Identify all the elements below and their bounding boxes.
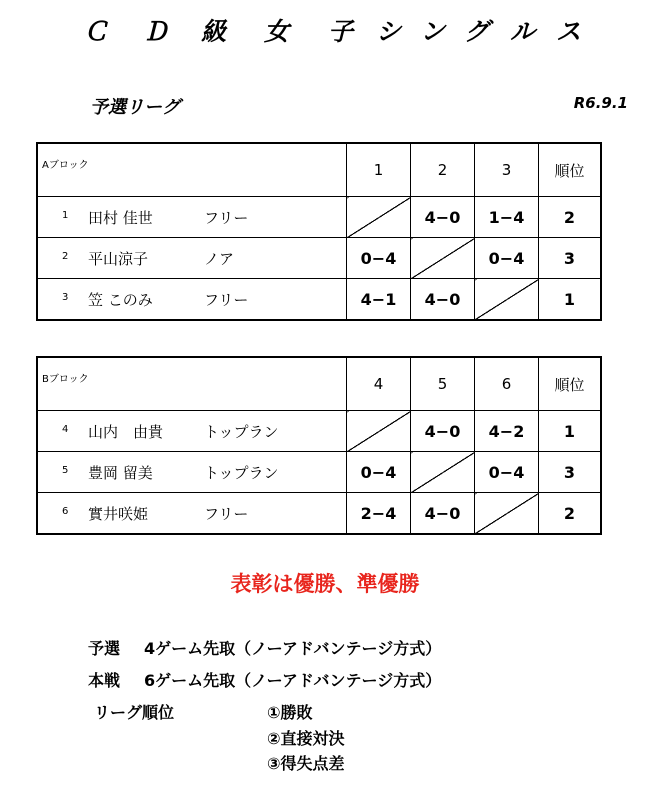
block-name: Aブロック (38, 144, 347, 197)
player-cell (38, 197, 347, 238)
rank-cell: 3 (539, 238, 601, 279)
player-index: 5 (62, 465, 69, 476)
column-header: 4 (347, 358, 411, 411)
title-char: シ (376, 17, 402, 46)
prelim-label: 予選 (88, 639, 121, 658)
title-char: 子 (328, 17, 354, 46)
player-team: フリー (204, 505, 249, 523)
player-cell (38, 279, 347, 320)
rank-header: 順位 (539, 144, 601, 197)
player-name: 笠 このみ (88, 291, 153, 309)
player-name: 田村 佳世 (88, 209, 153, 227)
player-cell (38, 238, 347, 279)
player-index: 2 (62, 251, 69, 262)
score-cell: 4−0 (411, 493, 475, 534)
title-char: Ｃ (83, 17, 109, 46)
score-cell: 4−0 (411, 411, 475, 452)
rank-cell: 2 (539, 493, 601, 534)
column-header: 6 (475, 358, 539, 411)
score-cell: 1−4 (475, 197, 539, 238)
score-cell: 4−0 (411, 197, 475, 238)
player-cell (38, 452, 347, 493)
player-name: 山内 由貴 (88, 423, 164, 441)
block-a-table (37, 143, 601, 320)
player-row (38, 452, 601, 493)
player-team: フリー (204, 291, 249, 309)
score-cell: 0−4 (475, 238, 539, 279)
player-index: 4 (62, 424, 69, 435)
rank-criterion: ①勝敗 (267, 703, 313, 722)
player-row (38, 238, 601, 279)
column-header: 3 (475, 144, 539, 197)
self-match-cell (347, 411, 411, 452)
player-cell (38, 493, 347, 534)
title-char: ン (420, 17, 446, 46)
player-index: 6 (62, 506, 69, 517)
self-match-cell (475, 279, 539, 320)
score-cell: 4−0 (411, 279, 475, 320)
player-index: 1 (62, 210, 69, 221)
score-cell: 0−4 (347, 238, 411, 279)
rank-cell: 3 (539, 452, 601, 493)
player-team: トップラン (204, 423, 279, 441)
title-char: 女 (264, 17, 290, 46)
score-cell: 0−4 (475, 452, 539, 493)
title-char: Ｄ (143, 17, 169, 46)
player-name: 實井咲姫 (88, 505, 149, 523)
rank-cell: 1 (539, 411, 601, 452)
title-char: ス (556, 17, 582, 46)
column-header: 1 (347, 144, 411, 197)
block-name: Bブロック (38, 358, 347, 411)
self-match-cell (411, 452, 475, 493)
player-name: 平山涼子 (88, 250, 149, 268)
block-header-row (38, 144, 601, 197)
prelim-text: 4ゲーム先取（ノーアドバンテージ方式） (144, 639, 442, 658)
player-row (38, 279, 601, 320)
score-cell: 0−4 (347, 452, 411, 493)
title-char: 級 (201, 17, 227, 46)
score-cell: 4−1 (347, 279, 411, 320)
rank-criterion: ③得失点差 (267, 754, 345, 773)
main-label: 本戦 (88, 671, 121, 690)
score-cell: 2−4 (347, 493, 411, 534)
date-label: R6.9.1 (573, 94, 628, 112)
rank-header: 順位 (539, 358, 601, 411)
award-note: 表彰は優勝、準優勝 (230, 572, 420, 596)
prelim-rule (88, 636, 441, 659)
main-rule (88, 668, 441, 691)
self-match-cell (347, 197, 411, 238)
subtitle: 予選リーグ (90, 97, 180, 118)
league-rank-label: リーグ順位 (94, 703, 175, 722)
player-team: トップラン (204, 464, 279, 482)
player-row (38, 197, 601, 238)
player-index: 3 (62, 292, 69, 303)
page-title (0, 12, 650, 48)
player-team: フリー (204, 209, 249, 227)
column-header: 2 (411, 144, 475, 197)
block-b-table (37, 357, 601, 534)
player-team: ノア (204, 250, 235, 268)
rank-criterion: ②直接対決 (267, 729, 345, 748)
player-row (38, 493, 601, 534)
self-match-cell (475, 493, 539, 534)
player-row (38, 411, 601, 452)
column-header: 5 (411, 358, 475, 411)
player-name: 豊岡 留美 (88, 464, 153, 482)
title-char: ル (510, 17, 536, 46)
main-text: 6ゲーム先取（ノーアドバンテージ方式） (144, 671, 442, 690)
block-header-row (38, 358, 601, 411)
rank-cell: 1 (539, 279, 601, 320)
player-cell (38, 411, 347, 452)
self-match-cell (411, 238, 475, 279)
score-cell: 4−2 (475, 411, 539, 452)
rank-cell: 2 (539, 197, 601, 238)
title-char: グ (464, 17, 490, 46)
